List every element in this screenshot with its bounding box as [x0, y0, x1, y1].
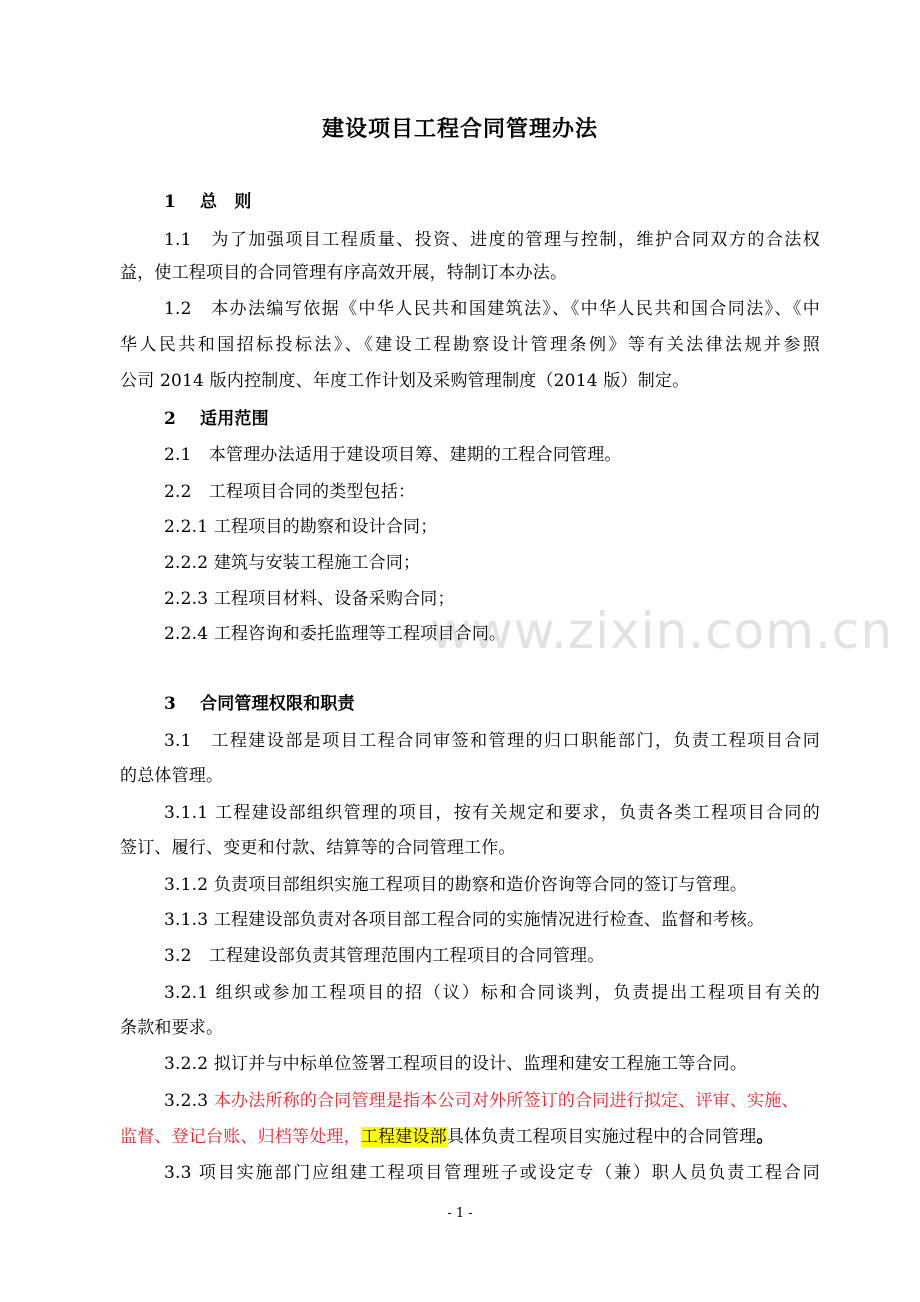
watermark: www.zixin.com.cn	[430, 602, 894, 660]
paragraph-line: 2.2 工程项目合同的类型包括：	[164, 482, 416, 502]
paragraph-line: 3.2.1 组织或参加工程项目的招（议）标和合同谈判，负责提出工程项目有关的	[164, 983, 820, 1003]
section-number: 1	[164, 192, 177, 212]
paragraph-line: 的总体管理。	[120, 766, 224, 786]
section-title: 总 则	[200, 192, 252, 212]
section-heading-2	[164, 408, 864, 430]
page-number: - 1 -	[447, 1206, 473, 1221]
paragraph-line	[164, 1090, 864, 1112]
section-heading-1	[164, 191, 864, 213]
paragraph-line: 3.1 工程建设部是项目工程合同审签和管理的归口职能部门，负责工程项目合同	[164, 731, 820, 751]
highlighted-red-text: 监督、登记台账、归档等处理，	[120, 1127, 361, 1147]
list-item: 2.2.3 工程项目材料、设备采购合同；	[164, 589, 455, 609]
paragraph-line	[120, 1126, 820, 1148]
paragraph-line: 3.1.1 工程建设部组织管理的项目，按有关规定和要求，负责各类工程项目合同的	[164, 803, 820, 823]
paragraph-line: 1.2 本办法编写依据《中华人民共和国建筑法》、《中华人民共和国合同法》、《中	[164, 299, 820, 319]
section-title: 合同管理权限和职责	[200, 694, 355, 714]
paragraph-text: 具体负责工程项目实施过程中的合同管理	[446, 1127, 757, 1147]
section-number: 2	[164, 409, 177, 429]
paragraph-line: 3.1.3 工程建设部负责对各项目部工程合同的实施情况进行检查、监督和考核。	[164, 910, 765, 930]
yellow-highlight-text: 工程建设部	[360, 1127, 447, 1147]
list-item: 2.2.2 建筑与安装工程施工合同；	[164, 553, 421, 573]
clause-number: 3.2.3	[164, 1091, 214, 1111]
paragraph-line: 益，使工程项目的合同管理有序高效开展，特制订本办法。	[120, 263, 568, 283]
section-title: 适用范围	[200, 409, 269, 429]
paragraph-line: 1.1 为了加强项目工程质量、投资、进度的管理与控制，维护合同双方的合法权	[164, 230, 820, 250]
highlighted-red-text: 本办法所称的合同管理是指本公司对外所签订的合同进行拟定、评审、实施、	[213, 1091, 799, 1111]
list-item: 2.2.1 工程项目的勘察和设计合同；	[164, 517, 438, 537]
paragraph-line: 3.2 工程建设部负责其管理范围内工程项目的合同管理。	[164, 946, 605, 966]
paragraph-line: 3.3 项目实施部门应组建工程项目管理班子或设定专（兼）职人员负责工程合同	[164, 1163, 820, 1183]
paragraph-line: 3.1.2 负责项目部组织实施工程项目的勘察和造价咨询等合同的签订与管理。	[164, 875, 748, 895]
paragraph-period: 。	[756, 1127, 774, 1147]
section-number: 3	[164, 694, 177, 714]
paragraph-line: 签订、履行、变更和付款、结算等的合同管理工作。	[120, 838, 516, 858]
section-heading-3	[164, 693, 864, 715]
paragraph-line: 条款和要求。	[120, 1018, 224, 1038]
paragraph-line: 3.2.2 拟订并与中标单位签署工程项目的设计、监理和建安工程施工等合同。	[164, 1054, 748, 1074]
paragraph-line: 公司 2014 版内控制度、年度工作计划及采购管理制度（2014 版）制定。	[120, 371, 690, 391]
paragraph-line: 2.1 本管理办法适用于建设项目筹、建期的工程合同管理。	[164, 445, 622, 465]
paragraph-line: 华人民共和国招标投标法》、《建设工程勘察设计管理条例》等有关法律法规并参照	[120, 335, 820, 355]
list-item: 2.2.4 工程咨询和委托监理等工程项目合同。	[164, 624, 507, 644]
document-title: 建设项目工程合同管理办法	[321, 117, 598, 142]
